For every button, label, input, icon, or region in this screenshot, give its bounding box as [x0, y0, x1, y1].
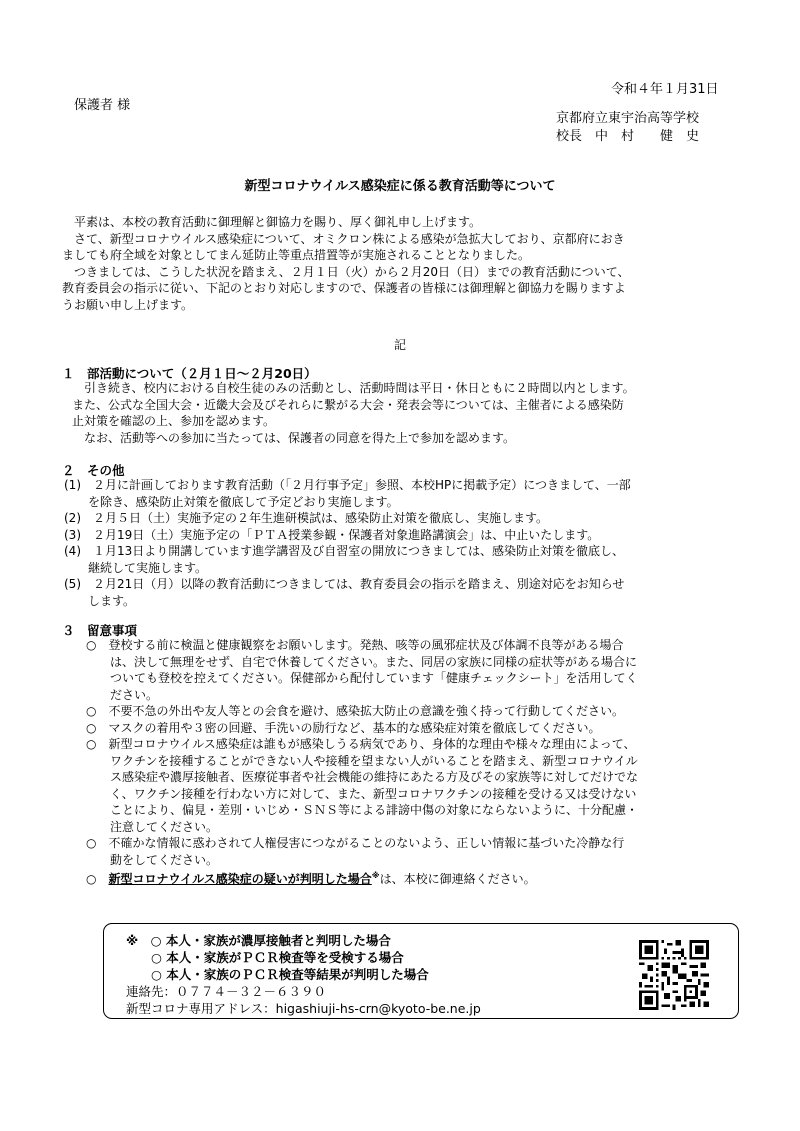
section3-line: ○ 新型コロナウイルス感染症は誰もが感染しうる病気であり、身体的な理由や様々な理由によって、 [86, 737, 636, 751]
section1-line: 引き続き、校内における自校生徒のみの活動とし、活動時間は平日・休日ともに２時間以内とします。 [72, 381, 635, 395]
notice-lines [126, 932, 481, 1017]
intro-line: うお願い申し上げます。 [62, 297, 194, 312]
section3-line: く、ワクチン接種を行わない方に対して、また、新型コロナワクチンの接種を受ける又は受けない [86, 786, 637, 801]
email-label: 新型コロナ専用アドレス： [126, 1001, 276, 1016]
reference-mark: ※ [371, 871, 380, 880]
section2-line: (3) ２月19日（土）実施予定の「ＰＴＡ授業参観・保護者対象進路講演会」は、中止いたします。 [64, 527, 600, 542]
recipient: 保護者 様 [74, 98, 131, 113]
notice-line: ○ 本人・家族がＰＣＲ検査等を受検する場合 [126, 950, 404, 965]
section2-heading: ２ その他 [62, 463, 125, 478]
phone-line [126, 983, 481, 1000]
section2-line: します。 [64, 593, 136, 608]
section3-line: ださい。 [86, 687, 159, 702]
section3-line: ことにより、偏見・差別・いじめ・ＳＮＳ等による誹謗中傷の対象にならないように、十分配慮・ [86, 803, 639, 817]
bullet: ○ [86, 872, 109, 886]
principal-name: 校長 中 村 健 史 [556, 129, 700, 144]
section3-line: ついても登校を控えてください。保健部から配付しています「健康チェックシート」を活用してく [86, 671, 638, 685]
intro-line: さて、新型コロナウイルス感染症について、オミクロン株による感染が急拡大しており、京都府におき [62, 231, 625, 246]
section2-line: (4) １月13日より開講しています進学講習及び自習室の開放につきましては、感染防止対策を徹底し、 [64, 544, 625, 558]
section2-body [64, 477, 631, 609]
sender-block [556, 110, 699, 146]
email-address[interactable]: higashiuji-hs-crn@kyoto-be.ne.jp [275, 1001, 481, 1016]
qr-code-icon [639, 940, 709, 1010]
section3-line: ○ マスクの着用や３密の回避、手洗いの励行など、基本的な感染症対策を徹底してください。 [86, 720, 601, 735]
intro-line: つきましては、こうした状況を踏まえ、２月１日（火）から２月20日（日）までの教育活動について、 [62, 264, 630, 279]
section2-line: を除き、感染防止対策を徹底して予定どおり実施します。 [64, 494, 399, 509]
section2-line: (2) ２月５日（土）実施予定の２年生進研模試は、感染防止対策を徹底し、実施します。 [64, 511, 549, 525]
section2-line: (1) ２月に計画しております教育活動（「２月行事予定」参照、本校HPに掲載予定）につきまして、一部 [64, 478, 631, 492]
section3-last-line [86, 868, 638, 888]
section3-line: ○ 不要不急の外出や友人等との会食を避け、感染拡大防止の意識を強く持って行動してください。 [86, 704, 624, 718]
section2-line: (5) ２月21日（月）以降の教育活動につきましては、教育委員会の指示を踏まえ、別途対応をお知らせ [64, 577, 625, 591]
section3-line: ワクチンを接種することができない人や接種を望まない人がいることを踏まえ、新型コロナウイル [86, 753, 638, 768]
phone-label: 連絡先： [126, 984, 177, 999]
intro-line: 教育委員会の指示に従い、下記のとおり対応しますので、保護者の皆様には御理解と御協力を賜りますよ [62, 281, 626, 295]
notice-box [103, 923, 739, 1019]
section3-line: は、決して無理をせず、自宅で休養してください。また、同居の家族に同様の症状等がある場合に [86, 654, 638, 669]
section1-line: また、公式な全国大会・近畿大会及びそれらに繋がる大会・発表会等については、主催者による感染防 [72, 397, 624, 412]
notice-line: ○ 本人・家族のＰＣＲ検査等結果が判明した場合 [126, 967, 429, 982]
intro-line: ましても府全域を対象としてまん延防止等重点措置等が実施されることとなりました。 [62, 248, 531, 262]
section1-line: なお、活動等への参加に当たっては、保護者の同意を得た上で参加を認めます。 [72, 430, 516, 445]
section3-line: ス感染症や濃厚接触者、医療従事者や社会機能の維持にあたる方及びその家族等に対してだけでな [86, 770, 639, 784]
document-date: 令和４年１月31日 [611, 82, 719, 97]
notice-line: ※ ○ 本人・家族が濃厚接触者と判明した場合 [126, 933, 391, 948]
section2-line: 継続して実施します。 [64, 560, 208, 575]
email-line [126, 1000, 481, 1017]
section3-line: ○ 不確かな情報に惑わされて人権侵害につながることのないよう、正しい情報に基づいた冷静な行 [86, 836, 625, 850]
section3-line: ○ 登校する前に検温と健康観察をお願いします。発熱、咳等の風邪症状及び体調不良等がある場合 [86, 638, 624, 652]
section1-line: 止対策を確認の上、参加を認めます。 [72, 414, 276, 428]
phone-number: ０７７４－３２－６３９０ [176, 984, 327, 999]
section1-heading: １ 部活動について（２月１日～２月20日） [62, 366, 317, 381]
section3-body [86, 637, 638, 888]
intro-line: 平素は、本校の教育活動に御理解と御協力を賜り、厚く御礼申し上げます。 [62, 215, 482, 229]
intro-paragraph [62, 214, 752, 313]
contact-request: は、本校に御連絡ください。 [379, 872, 536, 886]
section3-line: 注意してください。 [86, 819, 219, 834]
section3-heading: ３ 留意事項 [62, 623, 138, 638]
section3-line: 動をしてください。 [86, 852, 219, 867]
school-name: 京都府立東宇治高等学校 [556, 111, 700, 126]
section1-body [72, 380, 635, 446]
suspected-case-phrase: 新型コロナウイルス感染症の疑いが判明した場合 [108, 872, 372, 886]
ki-marker: 記 [393, 338, 406, 352]
document-title: 新型コロナウイルス感染症に係る教育活動等について [244, 179, 556, 194]
